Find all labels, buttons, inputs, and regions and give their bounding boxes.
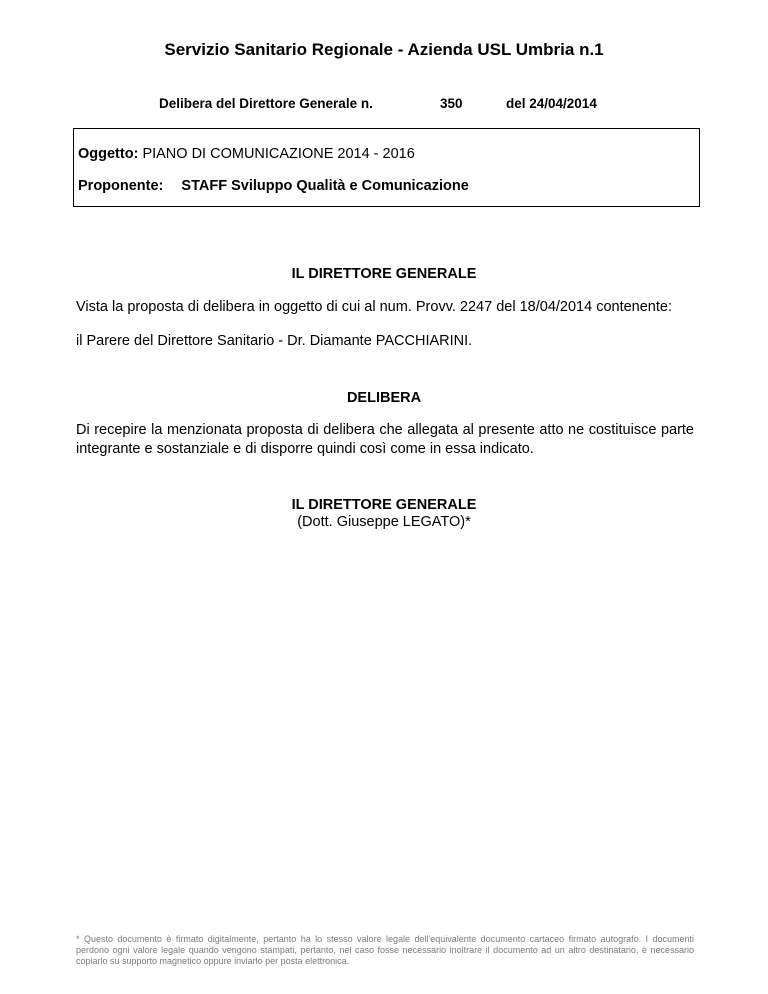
director-heading: IL DIRETTORE GENERALE	[291, 266, 477, 282]
parere-paragraph: il Parere del Direttore Sanitario - Dr. Diamante PACCHIARINI.	[76, 333, 473, 349]
proponente-label: Proponente:	[78, 178, 164, 194]
delibera-heading: DELIBERA	[346, 390, 422, 406]
signature-block	[0, 497, 768, 531]
digital-signature-note: * Questo documento è firmato digitalmente, pertanto ha lo stesso valore legale dell'equivalente documento cartaceo firmato autografo. I documenti perdono ogni valore legale quando vengono stampati, pertanto, nel caso fosse necessario inoltrare il documento ad un altro destinatario, è necessario copiarlo su supporto magnetico oppure inviarlo per posta elettronica.	[76, 934, 694, 966]
delibera-date: del 24/04/2014	[506, 96, 597, 111]
delibera-number: 350	[440, 96, 463, 111]
oggetto-value: PIANO DI COMUNICAZIONE 2014 - 2016	[142, 146, 415, 162]
proponente-value: STAFF Sviluppo Qualità e Comunicazione	[181, 178, 469, 194]
vista-paragraph: Vista la proposta di delibera in oggetto di cui al num. Provv. 2247 del 18/04/2014 contenente:	[76, 299, 672, 315]
signature-title: IL DIRETTORE GENERALE	[291, 497, 477, 513]
delibera-label: Delibera del Direttore Generale n.	[159, 96, 373, 111]
signature-name: (Dott. Giuseppe LEGATO)*	[297, 514, 471, 530]
subject-box	[73, 128, 700, 207]
oggetto-line	[78, 146, 415, 162]
oggetto-label: Oggetto:	[78, 146, 139, 162]
delibera-paragraph: Di recepire la menzionata proposta di delibera che allegata al presente atto ne costituisce parte integrante e sostanziale e di disporre quindi così come in essa indicato.	[76, 422, 694, 457]
proponente-line	[78, 178, 469, 194]
document-title: Servizio Sanitario Regionale - Azienda USL Umbria n.1	[164, 40, 604, 59]
